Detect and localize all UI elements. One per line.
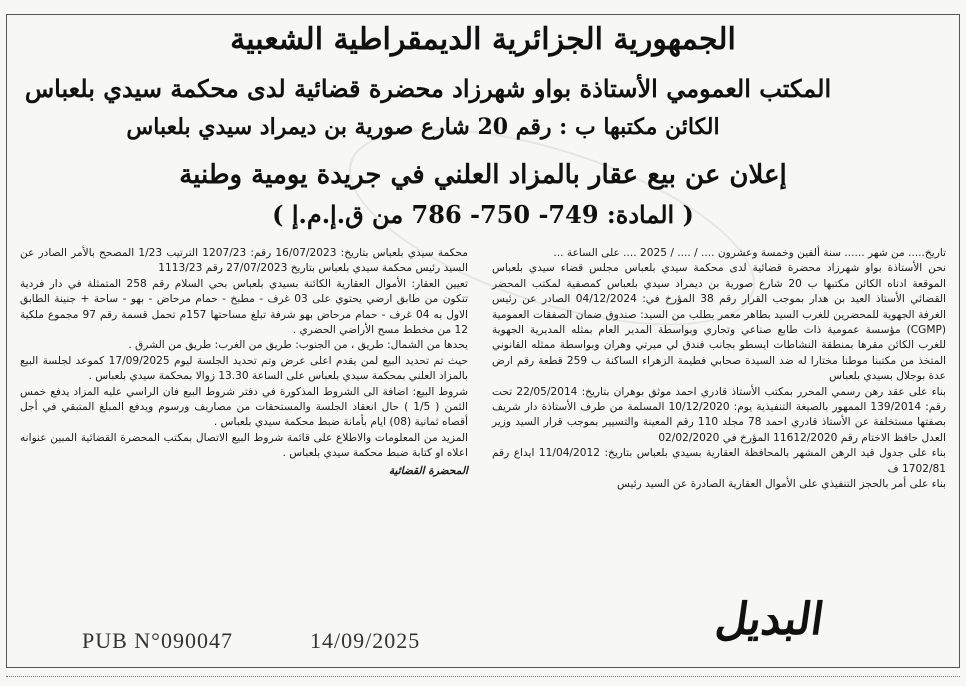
publication-date: 14/09/2025 (310, 628, 421, 653)
right-column (492, 246, 946, 493)
announcement-title: إعلان عن بيع عقار بالمزاد العلني في جريدة يومية وطنية (179, 160, 787, 190)
paragraph-boundaries: يحدها من الشمال: طريق ، من الجنوب: طريق من الغرب: طريق من الشرق . (128, 339, 468, 352)
article-reference: ( المادة: 749- 750- 786 من ق.إ.م.إ ) (272, 200, 694, 229)
paragraph-contact: المزيد من المعلومات والاطلاع على قائمة شروط البيع الاتصال بمكتب المحضرة القضائية المبين عنوانه اعلاه او كتابة ضبط محكمة سيدي بلعباس . (20, 431, 468, 460)
pub-number: PUB N°090047 (82, 628, 233, 653)
paragraph-auction-date: حيث تم تحديد البيع لمن يقدم اعلى عرض وتم تحديد الجلسة ليوم 17/09/2025 كموعد لجلسة البيع بالمزاد العلني بمحكمة سيدي بلعباس على الساعة 13.30 زوالا بمحكمة سيدي بلعباس . (20, 354, 469, 383)
republic-title: الجمهورية الجزائرية الديمقراطية الشعبية (230, 22, 736, 57)
cut-line (6, 676, 960, 677)
paragraph-seizure-order: بناء على أمر بالحجز التنفيذي على الأموال العقارية الصادرة عن السيد رئيس (617, 478, 946, 491)
paragraph-court-order: محكمة سيدي بلعباس بتاريخ: 16/07/2023 رقم: 1207/23 الترتيب 1/23 المصحح بالأمر الصادر عن السيد رئيس محكمة سيدي بلعباس بتاريخ 27/07/2023 رقم 1113/23 (20, 247, 468, 275)
paragraph-date: تاريخ..... من شهر ...... سنة ألفين وخمسة وعشرون .... / .... / 2025 .... على الساعة ... (553, 247, 946, 259)
left-column (20, 246, 468, 479)
paragraph-mortgage-register: بناء على جدول قيد الرهن المشهر بالمحافظة العقارية بسيدي بلعباس بتاريخ: 11/04/2012 ايداع رقم 1702/81 ف (492, 447, 946, 475)
paragraph-property: تعيين العقار: الأموال العقارية الكائنة بسيدي بلعباس بحي السلام رقم 258 المتمثلة في دار فردية تتكون من طابق ارضي يحتوي على 03 غرف - مطبخ - حمام مرحاض - بهو - ساحة + جنينة الطابق الاول به 04 غرف - حمام مرحاض بهو شرفة تبلغ مساحتها 157م تحمل قسمة رقم 97 مجموع ملكية 12 من مخطط مسح الأراضي الحضري . (20, 277, 468, 337)
paragraph-mortgage-deed: بناء على عقد رهن رسمي المحرر بمكتب الأستاذ قادري احمد موثق بوهران بتاريخ: 22/05/2014 تحت رقم: 139/2014 الممهور بالصيغة التنفيذية يوم: 10/12/2020 المسلمة من طرف الأستاذة دار شريف بصفتها مستخلفة عن الأستاذ قادري احمد 78 مجلد 110 رقم المعينة والتسيير بموجب قرار السيد وزير العدل حافظ الاختام رقم 11612/2020 المؤرخ في 02/02/2020 (492, 385, 947, 444)
paragraph-sale-conditions: شروط البيع: اضافة الى الشروط المذكورة في دفتر شروط البيع فان الراسي عليه المزاد يدفع خمس الثمن ( 1/5 ) حال انعقاد الجلسة والمستحقات من مصاريف ورسوم ويدفع المبلغ المتبقي في أجل أقصاه ثمانية (08) ايام بأمانة ضبط محكمة سيدي بلعباس . (20, 385, 468, 429)
office-title: المكتب العمومي الأستاذة بواو شهرزاد محضرة قضائية لدى محكمة سيدي بلعباس (24, 74, 832, 103)
office-address: الكائن مكتبها ب : رقم 20 شارع صورية بن ديمراد سيدي بلعباس (126, 114, 720, 140)
paragraph-bailiff: نحن الأستاذة بواو شهرزاد محضرة قضائية لدى محكمة سيدي بلعباس مجلس قضاء سيدي بلعباس الموقعة ادناه الكائن مكتبها ب 20 شارع صورية بن ديمراد سيدي بلعباس كمصفية لمكتب المحضر القضائي الأستاذ العيد بن هدار بموجب القرار رقم 38 المؤرخ في: 04/12/2024 الصادر عن رئيس الغرفة الجهوية للمحضرين للغرب السيد بطاهر معمر بطلب من السيد: صندوق ضمان الصفقات العمومية (CGMP) مؤسسة عمومية ذات طابع صناعي وتجاري وبواسطة المدير العام بمثله المديرية الجهوية للغرب الكائن مقرها بمنطقة النشاطات ايسطو بجانب فندق لي ميرتي وهران وبواسطة ممثله القانوني المتخذ من مكتبنا موطنا مختارا له ضد السيدة صحابي فطيمة الزهراء الساكنة ب 259 قطعة رقم ارض عدة بوجلال بسيدي بلعباس (492, 262, 946, 383)
signature: المحضرة القضائية (388, 464, 468, 477)
newspaper-stamp: البديل (712, 594, 828, 645)
